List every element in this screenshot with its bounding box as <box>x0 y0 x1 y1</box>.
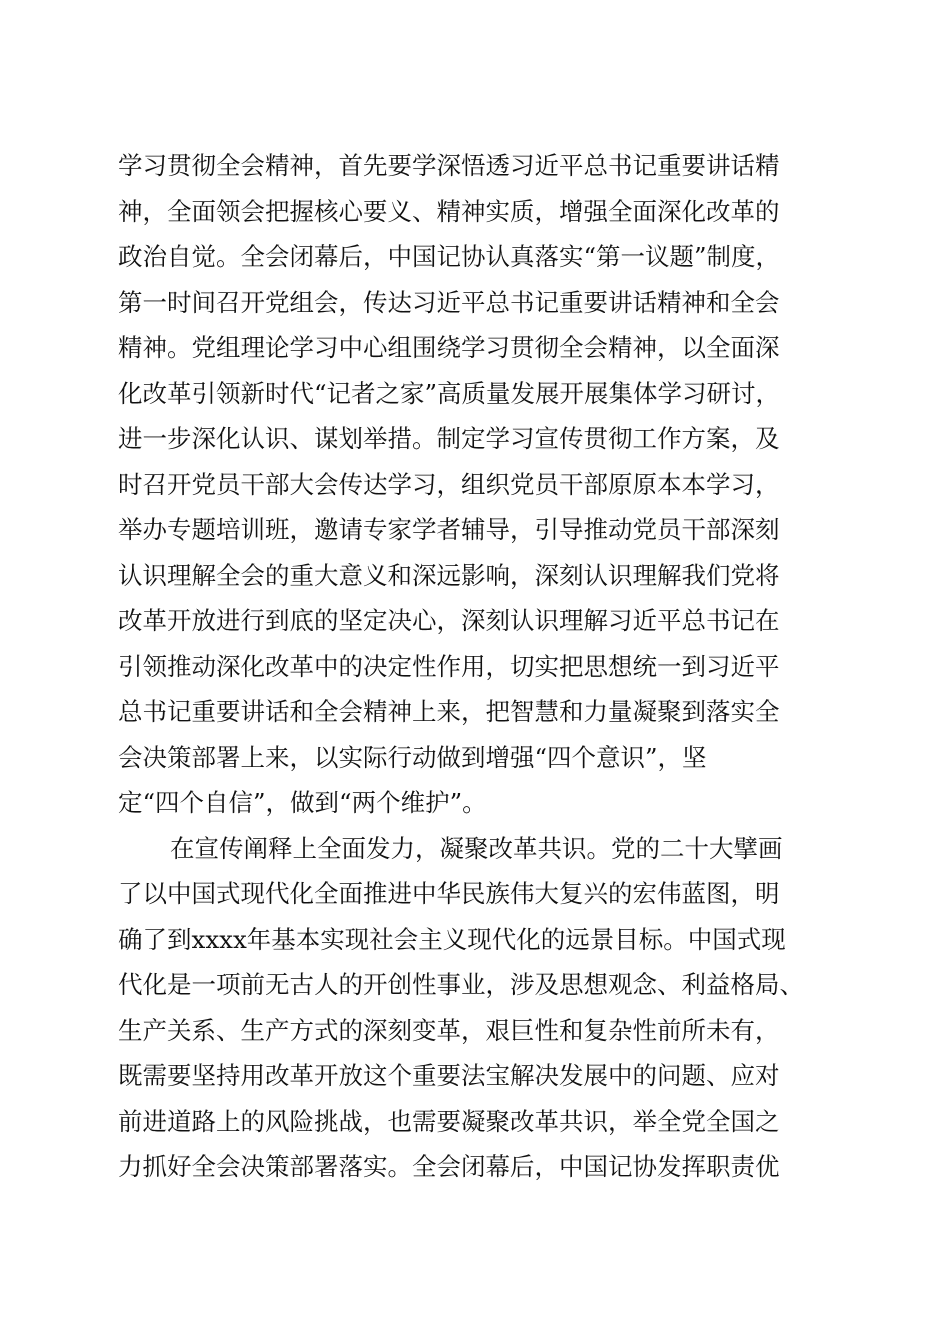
text-line: 神，全面领会把握核心要义、精神实质，增强全面深化改革的 <box>118 196 780 226</box>
text-line: 总书记重要讲话和全会精神上来，把智慧和力量凝聚到落实全 <box>118 697 780 726</box>
text-line: 了以中国式现代化全面推进中华民族伟大复兴的宏伟蓝图，明 <box>118 879 780 908</box>
body-text <box>118 143 838 1190</box>
text-line: 会决策部署上来，以实际行动做到增强“四个意识”，坚 <box>118 742 707 772</box>
text-line: 化改革引领新时代“记者之家”高质量发展开展集体学习研讨， <box>118 378 781 408</box>
text-line: 引领推动深化改革中的决定性作用，切实把思想统一到习近平 <box>118 651 780 681</box>
text-line: 改革开放进行到底的坚定决心，深刻认识理解习近平总书记在 <box>118 606 780 635</box>
text-line: 精神。党组理论学习中心组围绕学习贯彻全会精神，以全面深 <box>118 333 780 362</box>
text-line: 确了到xxxx年基本实现社会主义现代化的远景目标。中国式现 <box>118 924 786 954</box>
text-line: 既需要坚持用改革开放这个重要法宝解决发展中的问题、应对 <box>118 1061 780 1090</box>
text-line: 举办专题培训班，邀请专家学者辅导，引导推动党员干部深刻 <box>118 515 780 544</box>
text-line: 进一步深化认识、谋划举措。制定学习宣传贯彻工作方案，及 <box>118 424 780 453</box>
text-line: 定“四个自信”，做到“两个维护”。 <box>118 788 487 817</box>
paragraph-first-line: 在宣传阐释上全面发力，凝聚改革共识。党的二十大擘画 <box>170 833 783 863</box>
text-line: 生产关系、生产方式的深刻变革，艰巨性和复杂性前所未有， <box>118 1015 780 1045</box>
text-line: 力抓好全会决策部署落实。全会闭幕后，中国记协发挥职责优 <box>118 1152 780 1181</box>
text-line: 前进道路上的风险挑战，也需要凝聚改革共识，举全党全国之 <box>118 1106 780 1136</box>
text-line: 认识理解全会的重大意义和深远影响，深刻认识理解我们党将 <box>118 560 780 590</box>
text-line: 时召开党员干部大会传达学习，组织党员干部原原本本学习， <box>118 469 780 499</box>
text-line: 代化是一项前无古人的开创性事业，涉及思想观念、利益格局、 <box>118 970 804 999</box>
text-line: 政治自觉。全会闭幕后，中国记协认真落实“第一议题”制度， <box>118 242 781 271</box>
text-line: 学习贯彻全会精神，首先要学深悟透习近平总书记重要讲话精 <box>118 151 780 180</box>
text-line: 第一时间召开党组会，传达习近平总书记重要讲话精神和全会 <box>118 287 780 317</box>
